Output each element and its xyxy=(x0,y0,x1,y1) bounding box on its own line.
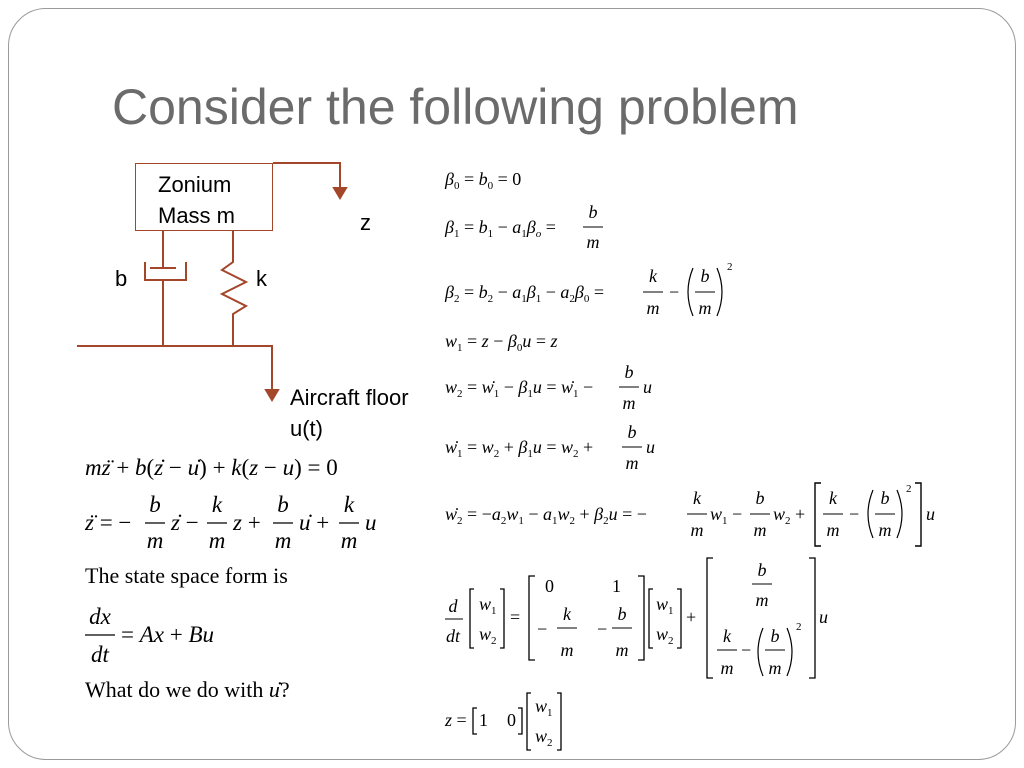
svg-text:b: b xyxy=(755,488,765,508)
svg-text:−: − xyxy=(537,619,548,639)
floor-line xyxy=(77,346,272,392)
output-equation xyxy=(445,690,645,754)
svg-text:b: b xyxy=(149,492,161,517)
svg-text:k: k xyxy=(649,266,657,286)
svg-text:b: b xyxy=(880,488,890,508)
spring-k-label: k xyxy=(256,266,267,291)
state-matrix-equation xyxy=(445,556,845,680)
question-prefix: What do we do with xyxy=(85,677,264,702)
svg-text:w2 +: $w_2$ + xyxy=(773,504,806,527)
question-suffix: ? xyxy=(279,677,290,702)
svg-text:mz̈ + b(ż − u̇) + k(z − u) =: mz̈ + b(ż − u̇) + k(z − u) = 0 xyxy=(85,455,338,480)
svg-text:ẇ2 = −a2w1 − a1w2 + β2u = −: $w_2 = -a_2w_1 - a_1w_2 + \beta_2u$ = − xyxy=(445,504,647,527)
svg-text:0: 0 xyxy=(545,576,554,596)
svg-text:w1: $w_1$ xyxy=(656,594,674,617)
svg-text:d: d xyxy=(448,596,458,616)
z-displacement-line xyxy=(273,163,340,190)
svg-text:b: b xyxy=(588,202,598,222)
svg-text:−: − xyxy=(597,619,608,639)
beta2-equation xyxy=(445,258,745,322)
w1-equation xyxy=(445,328,645,356)
svg-text:β0 = b0 = 0: $\beta_0 = b_0 = 0$ xyxy=(445,169,522,192)
w2-equation xyxy=(445,362,695,418)
svg-text:2: 2 xyxy=(796,621,802,633)
svg-text:b: b xyxy=(770,626,780,646)
svg-text:z̈ = −: z̈ = − xyxy=(85,510,132,535)
z-double-dot-equation xyxy=(85,490,385,556)
svg-text:k: k xyxy=(723,626,731,646)
svg-text:m: m xyxy=(646,298,660,318)
svg-text:ż −: ż − xyxy=(171,510,199,535)
svg-text:u: u xyxy=(643,377,652,397)
svg-text:b: b xyxy=(700,266,710,286)
svg-text:+: + xyxy=(686,607,697,627)
svg-text:k: k xyxy=(563,604,571,624)
svg-text:1: 1 xyxy=(612,576,621,596)
svg-text:m: m xyxy=(274,528,292,553)
svg-text:w2 = ẇ1 − β1u = ẇ1 −: $w_2 = w_1 - \beta_1u = w_1$ − xyxy=(445,377,594,400)
svg-text:w2: $w_2$ xyxy=(535,726,553,749)
svg-text:m: m xyxy=(586,232,600,252)
z-label: z xyxy=(360,210,371,235)
floor-label-line2: u(t) xyxy=(290,416,323,441)
damper-b-label: b xyxy=(115,266,128,291)
w2-dot-equation xyxy=(445,480,945,552)
svg-text:2: 2 xyxy=(727,261,733,273)
svg-text:b: b xyxy=(617,604,627,624)
equation-of-motion xyxy=(85,448,385,488)
slide-title: Consider the following problem xyxy=(112,79,799,135)
svg-text:u̇ +: u̇ + xyxy=(299,510,330,535)
svg-text:−: − xyxy=(741,640,752,660)
svg-text:u: u xyxy=(926,504,935,524)
svg-text:w1: $w_1$ xyxy=(479,594,497,617)
svg-text:ẇ1 = w2 + β1u = w2 +: $w_1 = w_2 + \beta_1u = w_2$ + xyxy=(445,437,594,460)
svg-text:1: 1 xyxy=(479,710,488,730)
svg-text:=: = xyxy=(510,607,521,627)
svg-text:z +: z + xyxy=(233,510,261,535)
svg-text:β2 = b2 − a1β1 − a2β0 =: $\beta_2 = b_2 - a_1\beta_1 - a_2\beta_0$ = xyxy=(445,282,605,305)
svg-text:dt: dt xyxy=(91,642,109,667)
floor-label-line1: Aircraft floor xyxy=(290,385,409,410)
svg-text:u: u xyxy=(819,607,828,627)
svg-text:m: m xyxy=(560,640,574,660)
svg-text:m: m xyxy=(146,528,164,553)
svg-text:b: b xyxy=(277,492,289,517)
svg-text:m: m xyxy=(720,658,734,678)
svg-text:k: k xyxy=(829,488,837,508)
svg-text:k: k xyxy=(211,492,223,517)
damper-cylinder xyxy=(145,262,186,280)
svg-text:m: m xyxy=(208,528,226,553)
svg-text:m: m xyxy=(768,658,782,678)
svg-text:u: u xyxy=(646,437,655,457)
svg-text:w1 −: $w_1$ − xyxy=(710,504,743,527)
svg-text:m: m xyxy=(622,393,636,413)
svg-text:m: m xyxy=(826,520,840,540)
state-space-equation xyxy=(85,600,285,670)
svg-text:w2: $w_2$ xyxy=(479,624,497,647)
svg-text:b: b xyxy=(757,560,767,580)
svg-text:k: k xyxy=(693,488,701,508)
spring-coil xyxy=(222,231,246,346)
svg-text:w1 = z − β0u = z: $w_1 = z - \beta_0u = z$ xyxy=(445,331,558,354)
svg-text:dx: dx xyxy=(89,604,111,629)
svg-text:m: m xyxy=(878,520,892,540)
svg-text:m: m xyxy=(755,590,769,610)
beta1-equation xyxy=(445,200,645,256)
floor-arrow-head xyxy=(266,390,278,400)
svg-text:w2: $w_2$ xyxy=(656,624,674,647)
svg-text:0: 0 xyxy=(507,710,516,730)
state-space-sentence: The state space form is xyxy=(85,563,288,588)
svg-text:dt: dt xyxy=(445,626,461,646)
svg-text:−: − xyxy=(669,282,680,302)
svg-text:w1: $w_1$ xyxy=(535,696,553,719)
svg-text:z =: z = xyxy=(445,710,467,730)
svg-text:m: m xyxy=(698,298,712,318)
what-to-do-question xyxy=(85,677,290,703)
z-arrow-head xyxy=(334,188,346,198)
svg-text:m: m xyxy=(625,453,639,473)
svg-text:m: m xyxy=(690,520,704,540)
svg-text:m: m xyxy=(340,528,358,553)
mass-label-line2: Mass m xyxy=(158,203,235,228)
svg-text:β1 = b1 − a1βo =: $\beta_1 = b_1 - a_1\beta_o$ = xyxy=(445,217,556,240)
svg-text:−: − xyxy=(849,504,860,524)
w1-dot-equation xyxy=(445,422,695,478)
svg-text:m: m xyxy=(753,520,767,540)
svg-text:k: k xyxy=(343,492,355,517)
svg-text:b: b xyxy=(627,422,637,442)
mass-label-line1: Zonium xyxy=(158,172,232,197)
svg-text:b: b xyxy=(624,362,634,382)
svg-text:= Ax + Bu: = Ax + Bu xyxy=(121,622,215,647)
svg-text:2: 2 xyxy=(906,483,912,495)
svg-text:u: u xyxy=(365,510,377,535)
svg-text:m: m xyxy=(615,640,629,660)
u-dot-symbol: u xyxy=(268,677,280,702)
beta0-equation xyxy=(445,166,595,194)
